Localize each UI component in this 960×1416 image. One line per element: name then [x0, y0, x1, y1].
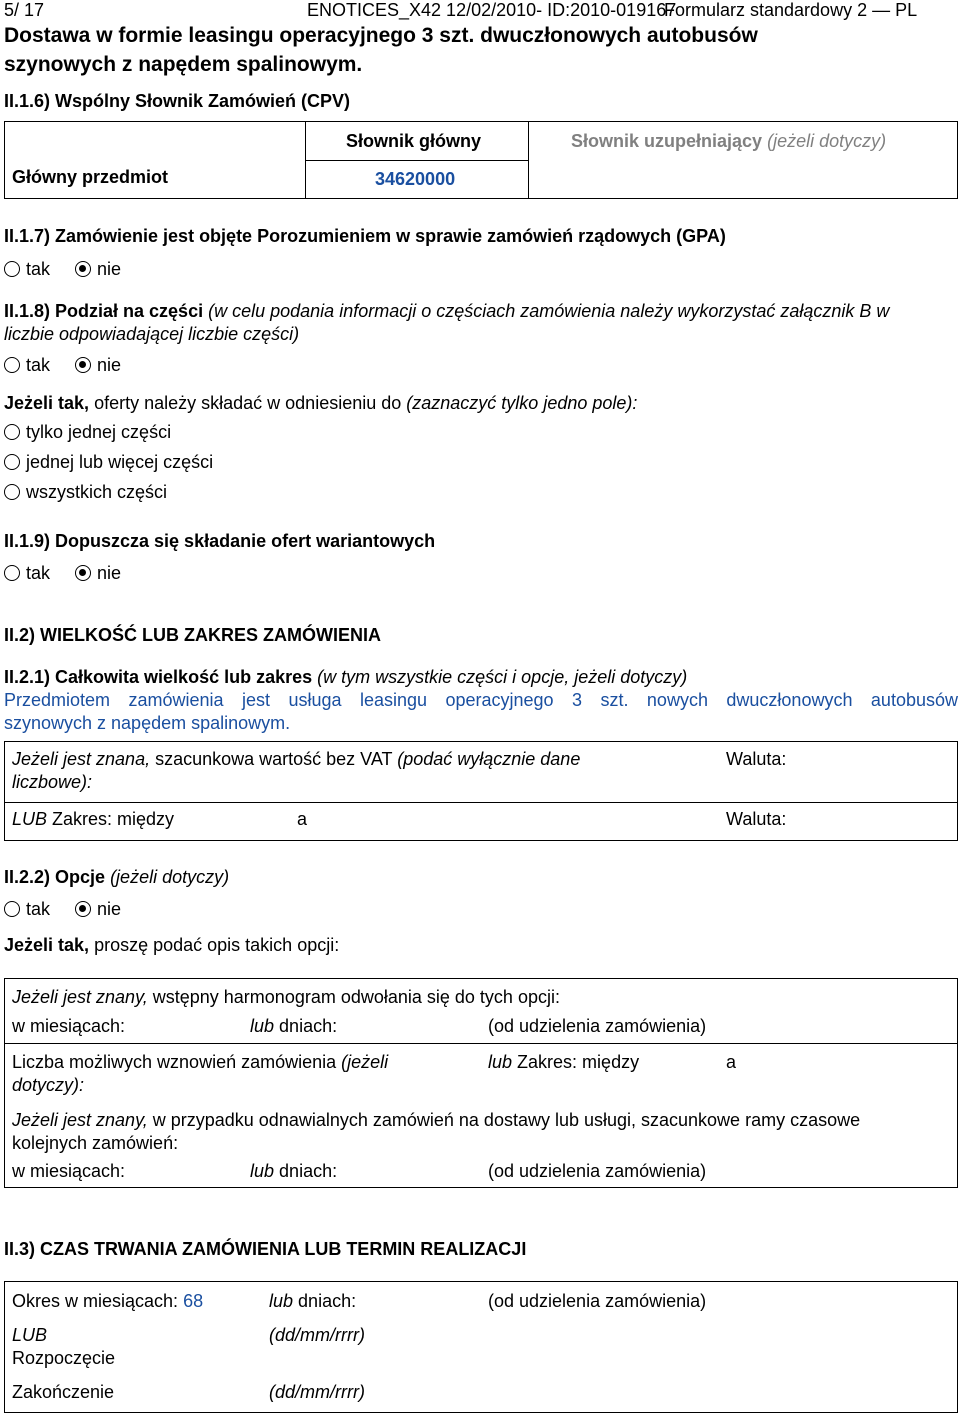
schedule-text: wstępny harmonogram odwołania się do tych opcji:	[152, 987, 560, 1007]
radio-empty-icon	[4, 261, 20, 277]
cpv-main-header: Słownik główny	[346, 131, 482, 151]
duration-months-label: Okres w miesiącach:	[12, 1291, 179, 1311]
currency-label: Waluta:	[726, 749, 787, 769]
lots-ifyes-bold: Jeżeli tak,	[4, 393, 90, 413]
schedule-days: dniach:	[279, 1016, 338, 1036]
page-number: 5/ 17	[4, 0, 45, 20]
options-heading-note: (jeżeli dotyczy)	[110, 867, 230, 887]
lots-choice-1[interactable]: tylko jednej części	[4, 422, 171, 443]
radio-selected-icon	[75, 565, 91, 581]
radio-empty-icon	[4, 424, 20, 440]
duration-months-value: 68	[183, 1291, 204, 1311]
estimate-text: szacunkowa wartość bez VAT	[155, 749, 393, 769]
duration-lub: lub	[269, 1291, 294, 1311]
radio-empty-icon	[4, 454, 20, 470]
options-heading: II.2.2) Opcje	[4, 867, 106, 887]
cpv-main-divider	[305, 160, 528, 161]
timeframe-days: dniach:	[279, 1161, 338, 1181]
schedule-italic: Jeżeli jest znany,	[12, 987, 148, 1007]
lots-note: (w celu podania informacji o częściach zamówienia należy wykorzystać załącznik B w	[208, 301, 890, 321]
lots-ifyes-text: oferty należy składać w odniesieniu do	[94, 393, 402, 413]
scope-sub-heading: II.2.1) Całkowita wielkość lub zakres	[4, 667, 313, 687]
duration-end-format: (dd/mm/rrrr)	[269, 1382, 365, 1402]
lots-ifyes-note: (zaznaczyć tylko jedno pole):	[406, 393, 638, 413]
cpv-divider-2	[528, 121, 529, 199]
lots-radio-yes[interactable]: tak	[4, 355, 50, 375]
options-radio-group	[4, 899, 121, 920]
duration-days: dniach:	[298, 1291, 357, 1311]
range-text: Zakres: między	[52, 809, 175, 829]
renewals-text: Liczba możliwych wznowień zamówienia	[12, 1052, 337, 1072]
timeframe-italic: Jeżeli jest znany,	[12, 1110, 148, 1130]
renewals-a: a	[726, 1052, 737, 1072]
variants-radio-yes[interactable]: tak	[4, 563, 50, 583]
options-box-divider	[4, 1043, 958, 1044]
gpa-radio-no[interactable]: nie	[75, 259, 121, 279]
lots-choice-3[interactable]: wszystkich części	[4, 482, 167, 503]
variants-heading: II.1.9) Dopuszcza się składanie ofert wariantowych	[4, 531, 436, 551]
radio-empty-icon	[4, 484, 20, 500]
estimate-italic: Jeżeli jest znana,	[12, 749, 151, 769]
duration-start-label: Rozpoczęcie	[12, 1348, 116, 1368]
schedule-months: w miesiącach:	[12, 1016, 126, 1036]
gpa-heading: II.1.7) Zamówienie jest objęte Porozumieniem w sprawie zamówień rządowych (GPA)	[4, 226, 726, 246]
renewals-note: (jeżeli	[341, 1052, 389, 1072]
variants-radio-group	[4, 563, 121, 584]
lots-choice-2[interactable]: jednej lub więcej części	[4, 452, 213, 473]
lots-radio-no[interactable]: nie	[75, 355, 121, 375]
options-radio-yes[interactable]: tak	[4, 899, 50, 919]
scope-sub-note: (w tym wszystkie części i opcje, jeżeli dotyczy)	[317, 667, 688, 687]
options-radio-no[interactable]: nie	[75, 899, 121, 919]
duration-heading: II.3) CZAS TRWANIA ZAMÓWIENIA LUB TERMIN REALIZACJI	[4, 1239, 527, 1259]
cpv-supp-header: Słownik uzupełniający	[571, 131, 763, 151]
duration-or-label: LUB	[12, 1325, 48, 1345]
cpv-heading: II.1.6) Wspólny Słownik Zamówień (CPV)	[4, 91, 351, 111]
title-line-2: szynowych z napędem spalinowym.	[4, 53, 363, 76]
schedule-from-award: (od udzielenia zamówienia)	[488, 1016, 707, 1036]
scope-heading: II.2) WIELKOŚĆ LUB ZAKRES ZAMÓWIENIA	[4, 625, 381, 645]
range-a: a	[297, 809, 308, 829]
timeframe-months: w miesiącach:	[12, 1161, 126, 1181]
timeframe-text-cont: kolejnych zamówień:	[12, 1133, 179, 1153]
cpv-supp-note: (jeżeli dotyczy)	[767, 131, 887, 151]
gpa-radio-group	[4, 259, 121, 280]
radio-empty-icon	[4, 357, 20, 373]
duration-end-label: Zakończenie	[12, 1382, 115, 1402]
renewals-lub: lub	[488, 1052, 513, 1072]
radio-selected-icon	[75, 261, 91, 277]
scope-description-1: Przedmiotem zamówienia jest usługa leasingu operacyjnego 3 szt. nowych dwuczłonowych autobusów	[4, 690, 958, 710]
options-box	[4, 978, 958, 1188]
lots-heading: II.1.8) Podział na części	[4, 301, 204, 321]
timeframe-text: w przypadku odnawialnych zamówień na dostawy lub usługi, szacunkowe ramy czasowe	[152, 1110, 861, 1130]
schedule-lub: lub	[250, 1016, 275, 1036]
cpv-main-code: 34620000	[375, 169, 456, 189]
renewals-range: Zakres: między	[517, 1052, 640, 1072]
duration-from-award: (od udzielenia zamówienia)	[488, 1291, 707, 1311]
cpv-row-label: Główny przedmiot	[12, 167, 169, 187]
radio-empty-icon	[4, 565, 20, 581]
gpa-radio-yes[interactable]: tak	[4, 259, 50, 279]
scope-description-2: szynowych z napędem spalinowym.	[4, 713, 291, 733]
options-ifyes-bold: Jeżeli tak,	[4, 935, 90, 955]
range-lub: LUB	[12, 809, 48, 829]
estimate-note-cont: liczbowe):	[12, 772, 93, 792]
renewals-note-cont: dotyczy):	[12, 1075, 85, 1095]
timeframe-lub: lub	[250, 1161, 275, 1181]
range-currency-label: Waluta:	[726, 809, 787, 829]
value-box-divider	[4, 802, 958, 803]
form-name: Formularz standardowy 2 — PL	[664, 0, 918, 20]
timeframe-from-award: (od udzielenia zamówienia)	[488, 1161, 707, 1181]
radio-empty-icon	[4, 901, 20, 917]
estimate-note: (podać wyłącznie dane	[397, 749, 581, 769]
variants-radio-no[interactable]: nie	[75, 563, 121, 583]
lots-note-cont: liczbie odpowiadającej liczbie części)	[4, 324, 300, 344]
lots-radio-group	[4, 355, 121, 376]
duration-start-format: (dd/mm/rrrr)	[269, 1325, 365, 1345]
options-ifyes-text: proszę podać opis takich opcji:	[94, 935, 340, 955]
document-id: ENOTICES_X42 12/02/2010- ID:2010-019167	[307, 0, 677, 20]
radio-selected-icon	[75, 357, 91, 373]
radio-selected-icon	[75, 901, 91, 917]
title-line-1: Dostawa w formie leasingu operacyjnego 3 szt. dwuczłonowych autobusów	[4, 24, 758, 47]
